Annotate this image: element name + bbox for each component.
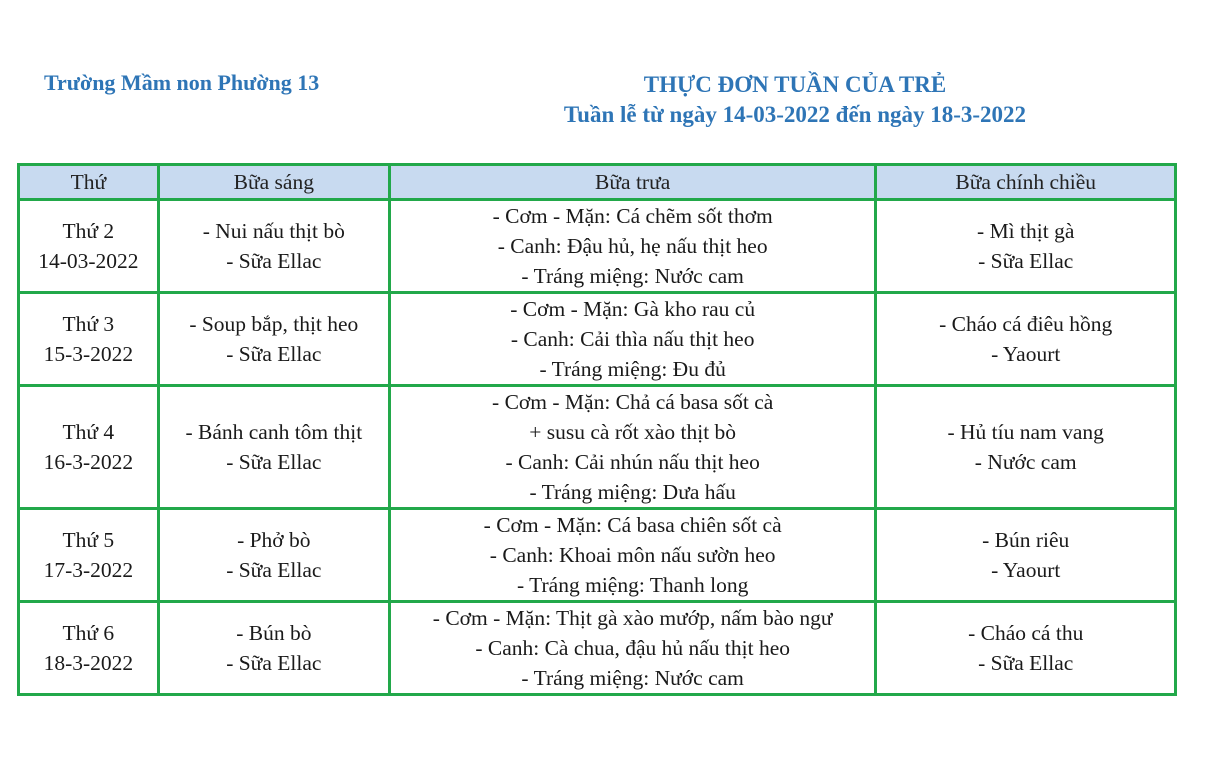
day-cell (19, 293, 159, 386)
day-label: Thứ 2 (62, 219, 115, 243)
table-row (19, 200, 1176, 293)
dinner-item: - Hủ tíu nam vang (947, 420, 1104, 444)
lunch-item: - Canh: Khoai môn nấu sườn heo (489, 543, 776, 567)
breakfast-item: - Bánh canh tôm thịt (185, 420, 363, 444)
day-label: Thứ 3 (62, 312, 115, 336)
day-date: 16-3-2022 (43, 450, 134, 474)
title-block (480, 70, 1110, 130)
school-name: Trường Mầm non Phường 13 (44, 70, 320, 95)
breakfast-item: - Sữa Ellac (226, 450, 322, 474)
dinner-cell (876, 386, 1176, 509)
day-label: Thứ 6 (62, 621, 115, 645)
lunch-item: - Canh: Cải nhún nấu thịt heo (505, 450, 760, 474)
lunch-item: - Cơm - Mặn: Gà kho rau củ (510, 297, 756, 321)
day-cell (19, 509, 159, 602)
page-subtitle: Tuần lễ từ ngày 14-03-2022 đến ngày 18-3-2022 (563, 102, 1027, 127)
breakfast-item: - Soup bắp, thịt heo (189, 312, 359, 336)
day-date: 15-3-2022 (43, 342, 134, 366)
dinner-item: - Sữa Ellac (978, 249, 1074, 273)
dinner-item: - Cháo cá thu (968, 621, 1084, 645)
table-row (19, 293, 1176, 386)
breakfast-cell (158, 386, 389, 509)
breakfast-cell (158, 293, 389, 386)
page-title: THỰC ĐƠN TUẦN CỦA TRẺ (643, 72, 947, 97)
breakfast-cell (158, 200, 389, 293)
header-day: Thứ (19, 165, 159, 200)
breakfast-item: - Sữa Ellac (226, 249, 322, 273)
lunch-item: - Tráng miệng: Nước cam (521, 666, 744, 690)
table-row (19, 386, 1176, 509)
day-cell (19, 386, 159, 509)
day-date: 18-3-2022 (43, 651, 134, 675)
day-date: 17-3-2022 (43, 558, 134, 582)
breakfast-cell (158, 602, 389, 695)
dinner-item: - Nước cam (974, 450, 1077, 474)
lunch-item: - Cơm - Mặn: Thịt gà xào mướp, nấm bào ngư (432, 606, 833, 630)
breakfast-item: - Nui nấu thịt bò (202, 219, 345, 243)
lunch-cell (389, 200, 876, 293)
dinner-cell (876, 200, 1176, 293)
lunch-cell (389, 509, 876, 602)
table-row (19, 602, 1176, 695)
lunch-cell (389, 293, 876, 386)
breakfast-item: - Phở bò (237, 528, 311, 552)
header-dinner: Bữa chính chiều (876, 165, 1176, 200)
breakfast-item: - Sữa Ellac (226, 342, 322, 366)
breakfast-item: - Sữa Ellac (226, 558, 322, 582)
day-date: 14-03-2022 (38, 249, 139, 273)
day-label: Thứ 4 (62, 420, 115, 444)
day-cell (19, 200, 159, 293)
dinner-item: - Mì thịt gà (977, 219, 1075, 243)
day-cell (19, 602, 159, 695)
lunch-item: - Cơm - Mặn: Chả cá basa sốt cà (492, 390, 774, 414)
lunch-item: - Tráng miệng: Đu đủ (539, 357, 726, 381)
lunch-item: - Tráng miệng: Dưa hấu (529, 480, 736, 504)
dinner-cell (876, 602, 1176, 695)
dinner-cell (876, 293, 1176, 386)
lunch-item: - Cơm - Mặn: Cá chẽm sốt thơm (492, 204, 773, 228)
table-header-row (19, 165, 1176, 200)
lunch-item: - Canh: Đậu hủ, hẹ nấu thịt heo (497, 234, 768, 258)
lunch-item: + susu cà rốt xào thịt bò (529, 420, 737, 444)
lunch-item: - Tráng miệng: Thanh long (517, 573, 749, 597)
table-row (19, 509, 1176, 602)
dinner-item: - Sữa Ellac (978, 651, 1074, 675)
lunch-item: - Canh: Cải thìa nấu thịt heo (510, 327, 755, 351)
breakfast-item: - Bún bò (236, 621, 312, 645)
breakfast-item: - Sữa Ellac (226, 651, 322, 675)
lunch-item: - Cơm - Mặn: Cá basa chiên sốt cà (483, 513, 782, 537)
header-lunch: Bữa trưa (389, 165, 876, 200)
lunch-item: - Canh: Cà chua, đậu hủ nấu thịt heo (475, 636, 790, 660)
dinner-item: - Cháo cá điêu hồng (939, 312, 1113, 336)
dinner-cell (876, 509, 1176, 602)
dinner-item: - Yaourt (991, 558, 1061, 582)
menu-table (17, 163, 1177, 696)
day-label: Thứ 5 (62, 528, 115, 552)
lunch-item: - Tráng miệng: Nước cam (521, 264, 744, 288)
header-breakfast: Bữa sáng (158, 165, 389, 200)
breakfast-cell (158, 509, 389, 602)
lunch-cell (389, 386, 876, 509)
lunch-cell (389, 602, 876, 695)
dinner-item: - Yaourt (991, 342, 1061, 366)
dinner-item: - Bún riêu (982, 528, 1070, 552)
